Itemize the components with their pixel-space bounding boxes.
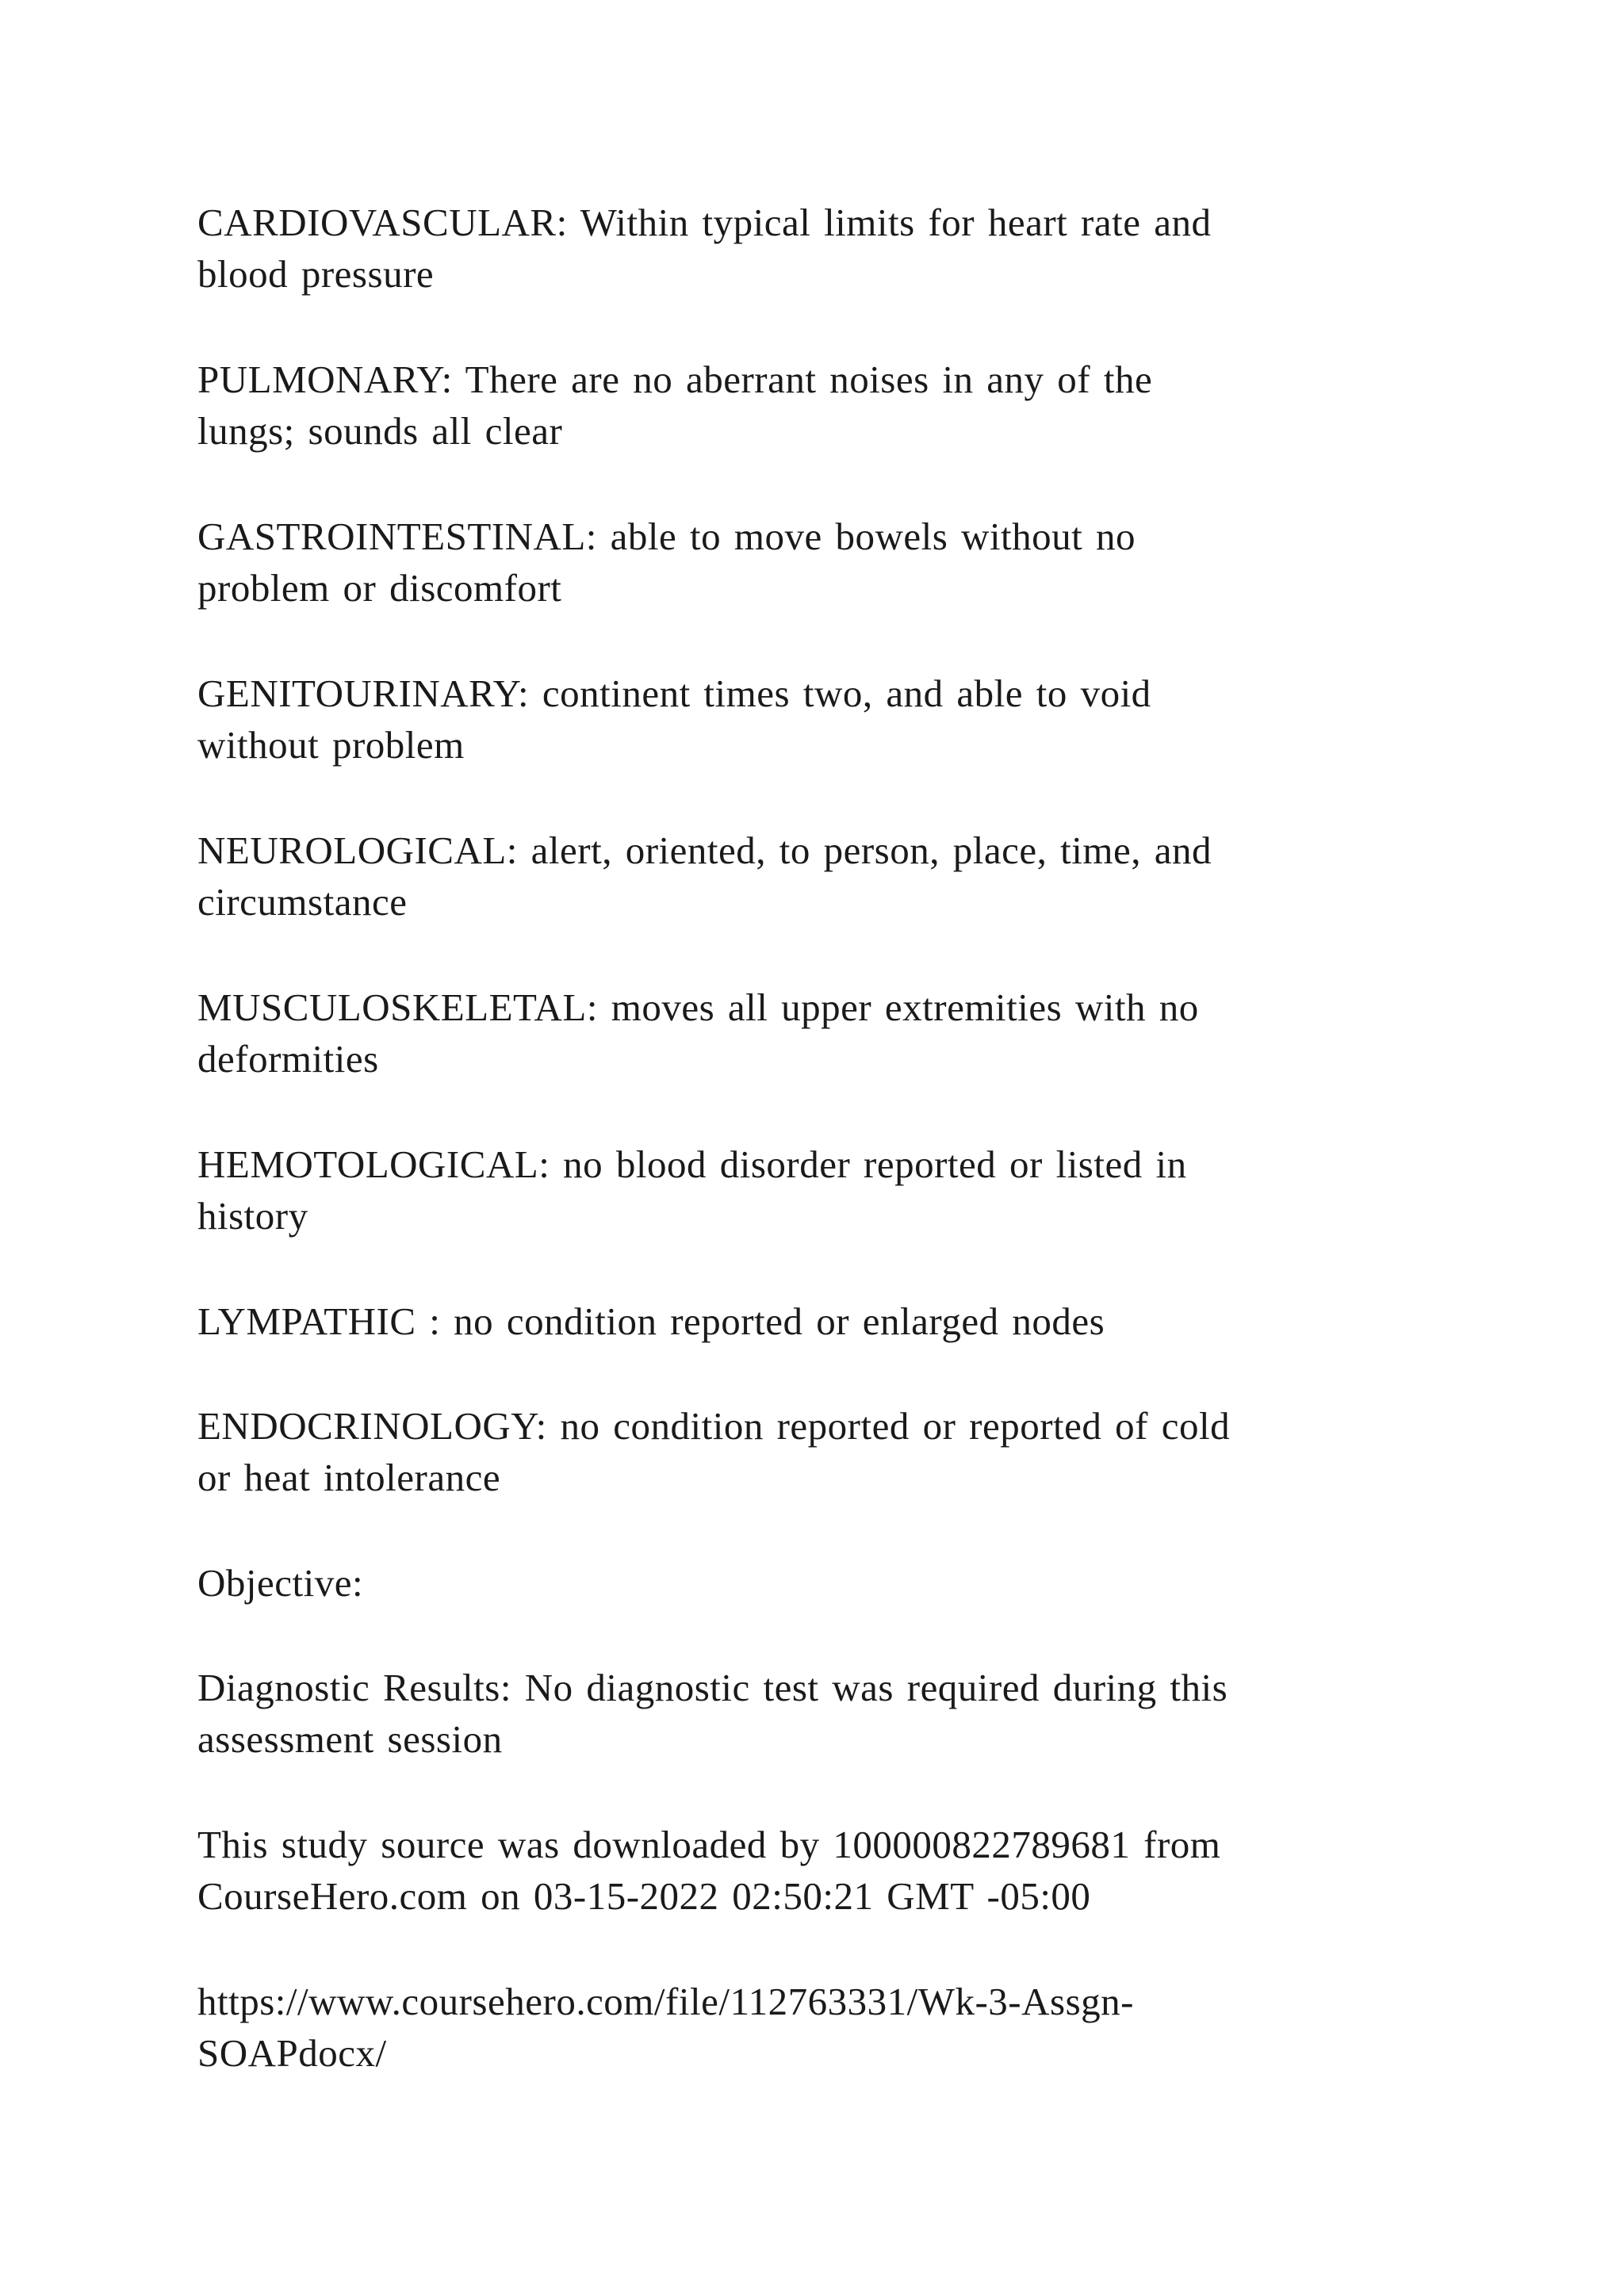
paragraph-source-url (197, 1976, 1434, 2079)
text-line: GENITOURINARY: continent times two, and able to void (197, 672, 1151, 715)
paragraph-hemotological (197, 1138, 1434, 1242)
text-line: LYMPATHIC : no condition reported or enlarged nodes (197, 1299, 1105, 1343)
paragraph-neurological (197, 825, 1434, 928)
text-line: lungs; sounds all clear (197, 409, 563, 453)
source-url-line: SOAPdocx/ (197, 2031, 387, 2075)
text-line: MUSCULOSKELETAL: moves all upper extremities with no (197, 985, 1199, 1029)
source-url-line: https://www.coursehero.com/file/112763331/Wk-3-Assgn- (197, 1980, 1134, 2023)
text-line: history (197, 1194, 308, 1238)
text-line: This study source was downloaded by 100000822789681 from (197, 1823, 1221, 1866)
text-line: HEMOTOLOGICAL: no blood disorder reported or listed in (197, 1142, 1187, 1186)
paragraph-endocrinology (197, 1400, 1434, 1503)
paragraph-musculoskeletal (197, 982, 1434, 1085)
text-line: NEUROLOGICAL: alert, oriented, to person, place, time, and (197, 828, 1212, 872)
text-line: GASTROINTESTINAL: able to move bowels without no (197, 515, 1136, 558)
paragraph-diagnostic-results (197, 1662, 1434, 1765)
text-line: or heat intolerance (197, 1456, 501, 1499)
text-line: ENDOCRINOLOGY: no condition reported or reported of cold (197, 1404, 1231, 1448)
text-line: assessment session (197, 1717, 503, 1761)
paragraph-pulmonary (197, 354, 1434, 457)
paragraph-cardiovascular (197, 197, 1434, 300)
paragraph-objective-heading (197, 1557, 1434, 1609)
text-line: Diagnostic Results: No diagnostic test was required during this (197, 1666, 1228, 1709)
text-line: problem or discomfort (197, 566, 562, 610)
text-line: without problem (197, 723, 465, 767)
paragraph-gastrointestinal (197, 511, 1434, 614)
paragraph-lymphatic (197, 1295, 1434, 1347)
text-line: circumstance (197, 880, 408, 924)
text-line: CARDIOVASCULAR: Within typical limits for heart rate and (197, 201, 1212, 244)
text-line: Objective: (197, 1561, 364, 1605)
paragraph-genitourinary (197, 668, 1434, 771)
text-line: PULMONARY: There are no aberrant noises in any of the (197, 358, 1153, 401)
text-line: deformities (197, 1037, 379, 1081)
paragraph-download-notice (197, 1819, 1434, 1922)
text-line: blood pressure (197, 252, 435, 296)
text-line: CourseHero.com on 03-15-2022 02:50:21 GMT -05:00 (197, 1874, 1091, 1918)
